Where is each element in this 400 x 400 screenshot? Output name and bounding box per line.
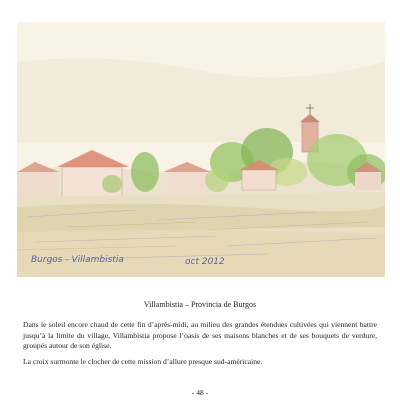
page-number: - 48 - [191,388,209,397]
figure-caption: Villambistia – Provincia de Burgos [143,300,257,309]
body-paragraph-1: Dans le soleil encore chaud de cette fin d’après-midi, au milieu des grandes étendues cultivées qui viennent battre jusqu’à la limite du village, Villambistia propose l’oasis de ses maisons blanches et de ses bouquets de verdure, groupés autour de son église. [23,320,377,350]
sketch-drawing [17,22,385,277]
body-paragraph-2: La croix surmonte le clocher de cette mission d’allure presque sud-américaine. [23,357,263,366]
sketch-signature-place: Burgos - Villambistia [31,255,124,265]
sketch-signature-date: oct 2012 [185,257,225,267]
village-sketch-illustration [17,22,385,277]
